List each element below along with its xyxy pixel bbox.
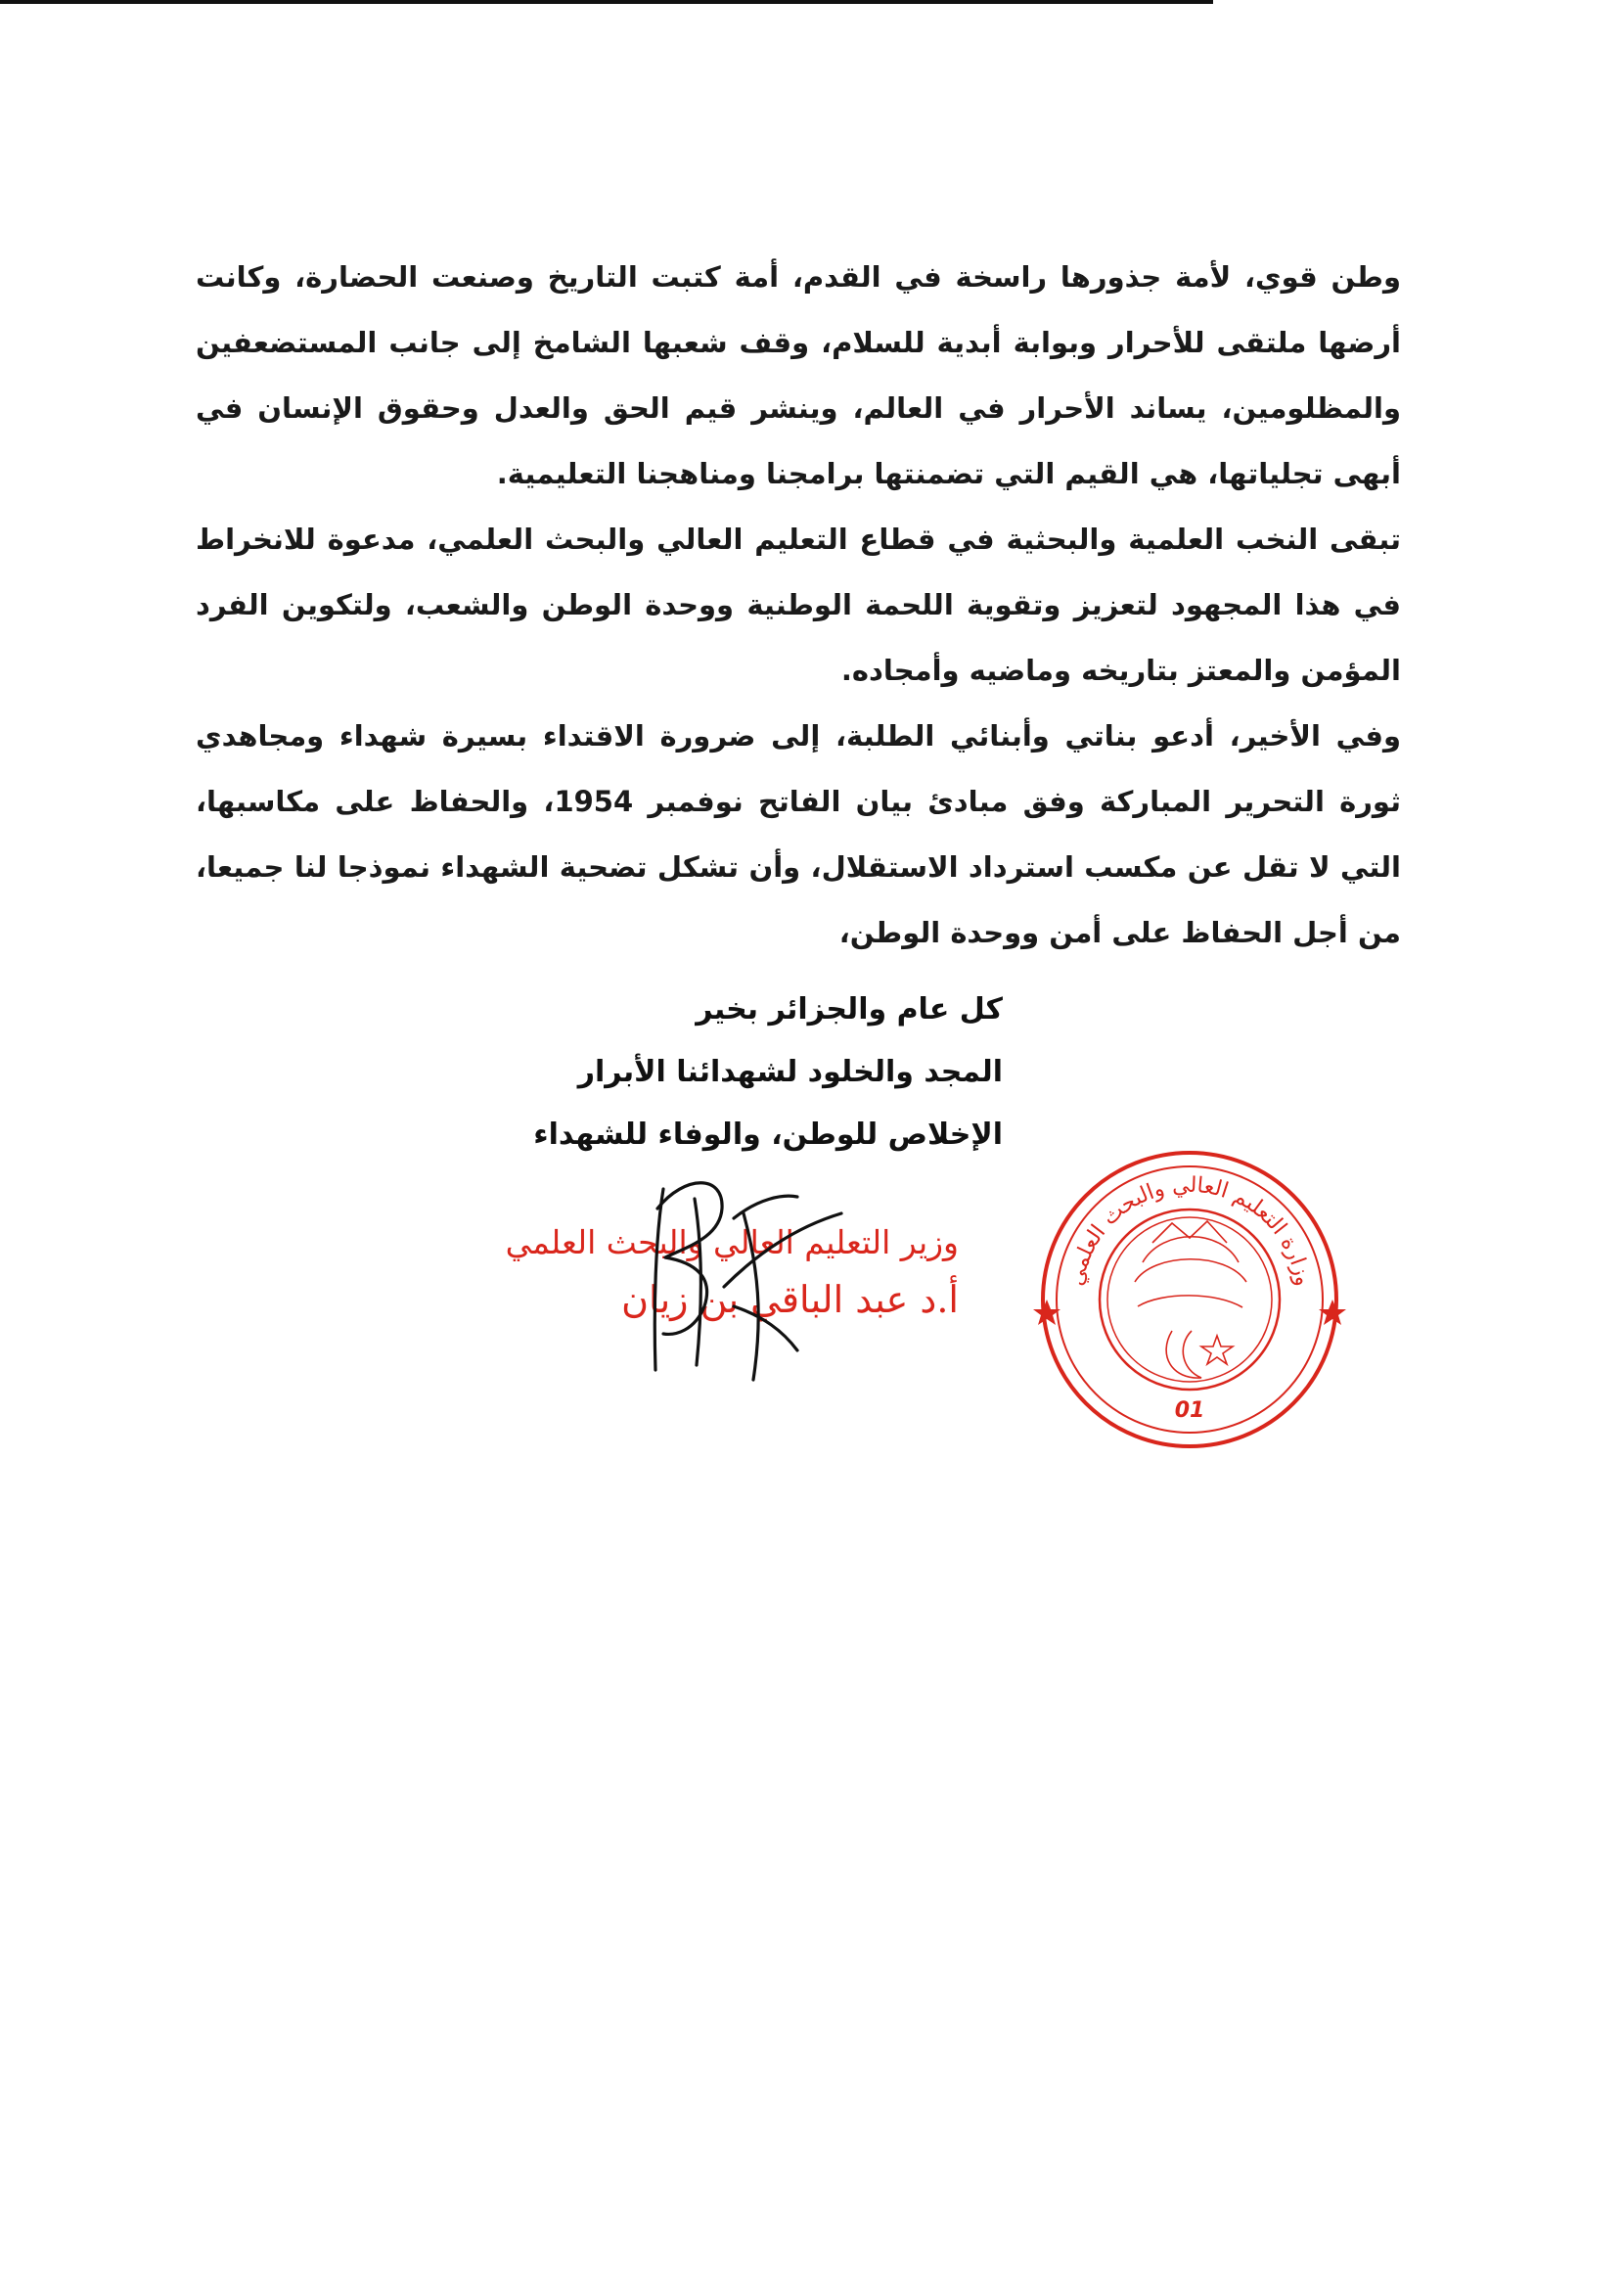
letter-body [196,245,1401,966]
signatory-title: وزير التعليم العالي والبحث العلمي [505,1223,959,1261]
closing-line-1: كل عام والجزائر بخير [696,992,1003,1027]
paragraph-2: تبقى النخب العلمية والبحثية في قطاع التعليم العالي والبحث العلمي، مدعوة للانخراط في هذا المجهود لتعزيز وتقوية اللحمة الوطنية ووحدة الوطن والشعب، ولتكوين الفرد المؤمن والمعتز بتاريخه وماضيه وأمجاده. [196,523,1401,687]
svg-text:وزارة التعليم العالي والبحث ال: وزارة التعليم العالي والبحث العلمي [1063,1172,1316,1289]
handwritten-signature [587,1169,851,1394]
scan-edge-bar [0,0,1213,4]
closing-line-3: الإخلاص للوطن، والوفاء للشهداء [533,1118,1003,1152]
closing-greetings [494,979,1003,1166]
stamp-number: 01 [1174,1398,1205,1423]
closing-line-2: المجد والخلود لشهدائنا الأبرار [577,1055,1003,1089]
official-stamp [1025,1135,1354,1464]
paragraph-1: وطن قوي، لأمة جذورها راسخة في القدم، أمة كتبت التاريخ وصنعت الحضارة، وكانت أرضها ملتقى للأحرار وبوابة أبدية للسلام، وقف شعبها الشامخ إلى جانب المستضعفين والمظلومين، يساند الأحرار في العالم، وينشر قيم الحق والعدل وحقوق الإنسان في أبهى تجلياتها، هي القيم التي تضمنتها برامجنا ومناهجنا التعليمية. [196,260,1401,490]
signatory-name: أ.د عبد الباقي بن زيان [621,1278,959,1321]
paragraph-3: وفي الأخير، أدعو بناتي وأبنائي الطلبة، إلى ضرورة الاقتداء بسيرة شهداء ومجاهدي ثورة التحرير المباركة وفق مبادئ بيان الفاتح نوفمبر 1954، والحفاظ على مكاسبها، التي لا تقل عن مكسب استرداد الاستقلال، وأن تشكل تضحية الشهداء نموذجا لنا جميعا، من أجل الحفاظ على أمن ووحدة الوطن، [196,719,1402,949]
